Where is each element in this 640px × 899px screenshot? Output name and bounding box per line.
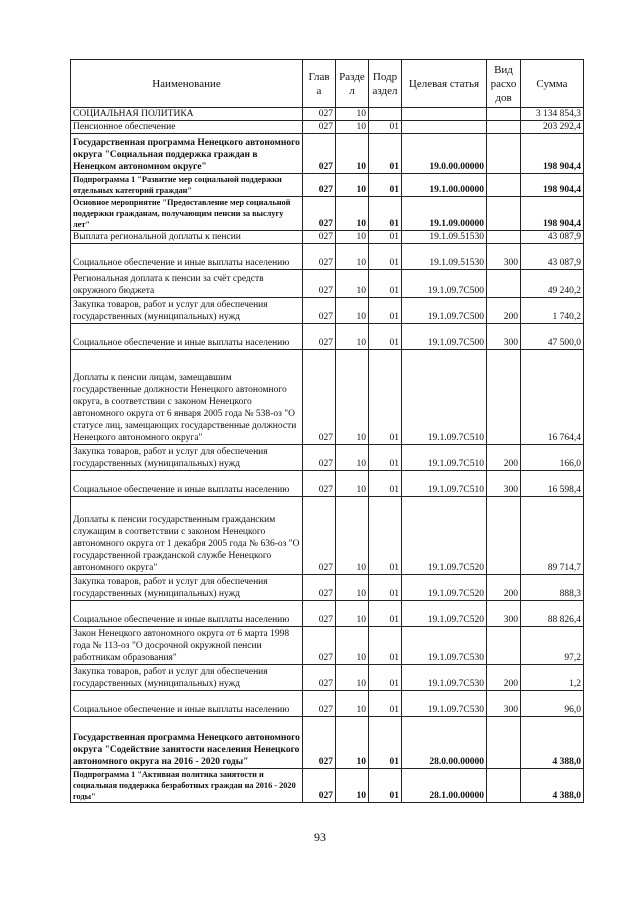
table-row [71,601,584,627]
row-name: Выплата региональной доплаты к пенсии [71,231,303,244]
row-celevaya [402,121,487,134]
table-row [71,575,584,601]
row-name: Социальное обеспечение и иные выплаты населению [71,244,303,270]
row-glava: 027 [303,691,336,717]
row-podrazdel: 01 [369,350,402,445]
row-vid [487,350,521,445]
row-vid: 200 [487,665,521,691]
row-summa: 88 826,4 [521,601,584,627]
budget-table [70,59,584,803]
row-glava: 027 [303,601,336,627]
row-summa: 4 388,0 [521,717,584,769]
row-glava: 027 [303,627,336,665]
row-glava: 027 [303,174,336,197]
row-razdel: 10 [336,231,369,244]
row-podrazdel: 01 [369,121,402,134]
row-celevaya: 19.1.09.7С500 [402,298,487,324]
row-podrazdel: 01 [369,270,402,298]
row-vid [487,108,521,121]
row-podrazdel: 01 [369,601,402,627]
row-summa: 43 087,9 [521,231,584,244]
row-celevaya: 19.1.09.7С510 [402,445,487,471]
row-razdel: 10 [336,445,369,471]
row-celevaya: 28.0.00.00000 [402,717,487,769]
row-glava: 027 [303,270,336,298]
row-podrazdel: 01 [369,244,402,270]
table-row [71,665,584,691]
row-name: Доплаты к пенсии государственным гражданским служащим в соответствии с законом Ненецкого автономного округа от 1 декабря 2005 года № 636-оз "О государственной гражданской службе Ненецкого автономного округа" [71,497,303,575]
row-name: Социальное обеспечение и иные выплаты населению [71,324,303,350]
table-row [71,197,584,231]
row-summa: 198 904,4 [521,174,584,197]
table-row [71,691,584,717]
row-razdel: 10 [336,769,369,803]
row-celevaya: 19.1.09.7С500 [402,270,487,298]
row-glava: 027 [303,350,336,445]
header-vid: Вид расхо дов [487,60,521,108]
row-razdel: 10 [336,244,369,270]
row-summa: 47 500,0 [521,324,584,350]
table-row [71,134,584,174]
row-name: СОЦИАЛЬНАЯ ПОЛИТИКА [71,108,303,121]
row-razdel: 10 [336,134,369,174]
row-razdel: 10 [336,197,369,231]
row-podrazdel: 01 [369,324,402,350]
row-name: Закупка товаров, работ и услуг для обеспечения государственных (муниципальных) нужд [71,445,303,471]
table-row [71,108,584,121]
row-razdel: 10 [336,298,369,324]
table-row [71,231,584,244]
row-celevaya: 19.1.00.00000 [402,174,487,197]
row-razdel: 10 [336,174,369,197]
table-row [71,627,584,665]
row-name: Закон Ненецкого автономного округа от 6 марта 1998 года № 113-оз "О досрочной окружной пенсии работникам образования" [71,627,303,665]
row-vid: 300 [487,601,521,627]
row-name: Подпрограмма 1 "Активная политика занятости и социальная поддержка безработных граждан на 2016 - 2020 годы" [71,769,303,803]
row-summa: 198 904,4 [521,134,584,174]
row-name: Социальное обеспечение и иные выплаты населению [71,691,303,717]
row-glava: 027 [303,134,336,174]
row-celevaya: 19.1.09.7С510 [402,471,487,497]
table-row [71,270,584,298]
row-vid [487,134,521,174]
row-celevaya: 28.1.00.00000 [402,769,487,803]
row-vid: 200 [487,445,521,471]
row-name: Социальное обеспечение и иные выплаты населению [71,601,303,627]
table-header-row [71,60,584,108]
row-summa: 89 714,7 [521,497,584,575]
row-summa: 888,3 [521,575,584,601]
table-row [71,298,584,324]
table-row [71,497,584,575]
row-celevaya [402,108,487,121]
table-row [71,350,584,445]
row-podrazdel: 01 [369,174,402,197]
row-glava: 027 [303,324,336,350]
table-row [71,324,584,350]
row-name: Подпрограмма 1 "Развитие мер социальной поддержки отдельных категорий граждан" [71,174,303,197]
row-celevaya: 19.1.09.00000 [402,197,487,231]
row-vid: 300 [487,244,521,270]
row-vid [487,717,521,769]
row-name: Основное мероприятие "Предоставление мер социальной поддержки гражданам, получающим пенсии за выслугу лет" [71,197,303,231]
row-summa: 3 134 854,3 [521,108,584,121]
row-vid [487,231,521,244]
row-podrazdel [369,108,402,121]
row-glava: 027 [303,121,336,134]
row-summa: 96,0 [521,691,584,717]
row-razdel: 10 [336,108,369,121]
row-podrazdel: 01 [369,231,402,244]
row-name: Региональная доплата к пенсии за счёт средств окружного бюджета [71,270,303,298]
header-podrazdel: Подр аздел [369,60,402,108]
row-summa: 49 240,2 [521,270,584,298]
header-celevaya: Целевая статья [402,60,487,108]
row-podrazdel: 01 [369,769,402,803]
row-name: Пенсионное обеспечение [71,121,303,134]
row-summa: 16 764,4 [521,350,584,445]
row-glava: 027 [303,471,336,497]
row-razdel: 10 [336,270,369,298]
row-glava: 027 [303,298,336,324]
row-podrazdel: 01 [369,575,402,601]
row-razdel: 10 [336,575,369,601]
row-name: Доплаты к пенсии лицам, замещавшим государственные должности Ненецкого автономного округа, в соответствии с законом Ненецкого автономного округа от 6 января 2005 года № 538-оз "О статусе лиц, замещающих государственные должности Ненецкого автономного округа" [71,350,303,445]
row-glava: 027 [303,497,336,575]
row-name: Государственная программа Ненецкого автономного округа "Социальная поддержка граждан в Ненецком автономном округе" [71,134,303,174]
row-podrazdel: 01 [369,717,402,769]
row-razdel: 10 [336,601,369,627]
row-summa: 198 904,4 [521,197,584,231]
row-podrazdel: 01 [369,691,402,717]
row-summa: 1,2 [521,665,584,691]
row-razdel: 10 [336,121,369,134]
row-glava: 027 [303,231,336,244]
row-vid: 300 [487,471,521,497]
header-razdel: Разде л [336,60,369,108]
row-glava: 027 [303,445,336,471]
row-celevaya: 19.0.00.00000 [402,134,487,174]
table-row [71,244,584,270]
row-vid [487,497,521,575]
row-glava: 027 [303,575,336,601]
header-summa: Сумма [521,60,584,108]
row-razdel: 10 [336,471,369,497]
table-row [71,174,584,197]
row-summa: 4 388,0 [521,769,584,803]
header-name: Наименование [71,60,303,108]
row-vid [487,769,521,803]
row-name: Социальное обеспечение и иные выплаты населению [71,471,303,497]
row-celevaya: 19.1.09.7С530 [402,665,487,691]
row-glava: 027 [303,665,336,691]
row-celevaya: 19.1.09.7С520 [402,575,487,601]
row-razdel: 10 [336,350,369,445]
row-podrazdel: 01 [369,197,402,231]
row-razdel: 10 [336,627,369,665]
header-glava: Глав а [303,60,336,108]
row-celevaya: 19.1.09.7С500 [402,324,487,350]
row-summa: 203 292,4 [521,121,584,134]
row-glava: 027 [303,244,336,270]
row-vid [487,197,521,231]
table-row [71,717,584,769]
page-number: 93 [314,830,326,844]
row-razdel: 10 [336,691,369,717]
row-summa: 1 740,2 [521,298,584,324]
row-podrazdel: 01 [369,298,402,324]
row-podrazdel: 01 [369,471,402,497]
table-row [71,769,584,803]
row-summa: 43 087,9 [521,244,584,270]
row-vid [487,270,521,298]
table-row [71,445,584,471]
row-vid [487,121,521,134]
row-name: Государственная программа Ненецкого автономного округа "Содействие занятости населения Ненецкого автономного округа на 2016 - 2020 годы" [71,717,303,769]
row-glava: 027 [303,108,336,121]
row-podrazdel: 01 [369,627,402,665]
row-glava: 027 [303,717,336,769]
row-celevaya: 19.1.09.51530 [402,231,487,244]
row-podrazdel: 01 [369,134,402,174]
row-podrazdel: 01 [369,445,402,471]
row-glava: 027 [303,769,336,803]
row-celevaya: 19.1.09.51530 [402,244,487,270]
row-vid [487,174,521,197]
row-summa: 166,0 [521,445,584,471]
row-vid: 300 [487,691,521,717]
row-name: Закупка товаров, работ и услуг для обеспечения государственных (муниципальных) нужд [71,575,303,601]
row-celevaya: 19.1.09.7С510 [402,350,487,445]
row-summa: 97,2 [521,627,584,665]
row-podrazdel: 01 [369,497,402,575]
table-row [71,471,584,497]
row-name: Закупка товаров, работ и услуг для обеспечения государственных (муниципальных) нужд [71,665,303,691]
row-vid: 200 [487,298,521,324]
row-razdel: 10 [336,324,369,350]
row-celevaya: 19.1.09.7С530 [402,627,487,665]
row-podrazdel: 01 [369,665,402,691]
row-glava: 027 [303,197,336,231]
row-celevaya: 19.1.09.7С520 [402,497,487,575]
row-razdel: 10 [336,717,369,769]
row-celevaya: 19.1.09.7С520 [402,601,487,627]
row-vid: 300 [487,324,521,350]
row-name: Закупка товаров, работ и услуг для обеспечения государственных (муниципальных) нужд [71,298,303,324]
table-row [71,121,584,134]
row-summa: 16 598,4 [521,471,584,497]
row-vid [487,627,521,665]
row-vid: 200 [487,575,521,601]
row-razdel: 10 [336,497,369,575]
row-razdel: 10 [336,665,369,691]
row-celevaya: 19.1.09.7С530 [402,691,487,717]
